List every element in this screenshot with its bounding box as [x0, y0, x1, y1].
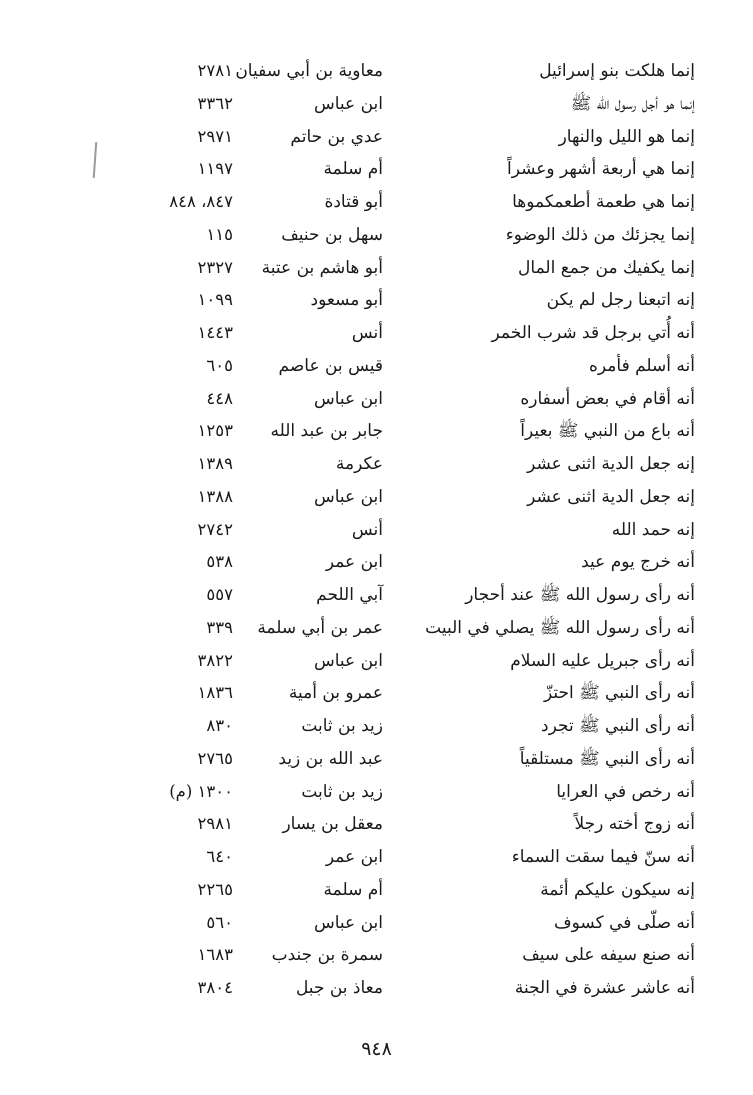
narrator-name: معاوية بن أبي سفيان	[235, 61, 383, 81]
narrator-name: عكرمة	[335, 454, 383, 474]
hadith-number: ١٣٠٠ (م)	[169, 781, 233, 801]
hadith-opening-text: إنما يكفيك من جمع المال	[518, 257, 695, 278]
narrator-name: عبد الله بن زيد	[278, 748, 383, 769]
narrator-name: أنس	[351, 519, 383, 540]
narrator-name: ابن عمر	[325, 552, 383, 573]
narrator-name: أبو قتادة	[324, 192, 383, 212]
narrator-name: ابن عمر	[325, 847, 383, 867]
hadith-opening-text: أنه رأى رسول الله ﷺ عند أحجار	[465, 585, 695, 605]
narrator-name: سهل بن حنيف	[281, 224, 383, 245]
hadith-number: ٢٩٨١	[197, 814, 233, 834]
narrator-name: زيد بن ثابت	[301, 781, 383, 802]
hadith-number: ٢٩٧١	[197, 126, 233, 146]
hadith-number: ١٣٨٨	[197, 486, 233, 506]
narrator-name: ابن عباس	[313, 650, 383, 671]
hadith-opening-text: أنه أقام في بعض أسفاره	[520, 388, 695, 409]
hadith-number: ١١٥	[206, 224, 233, 244]
index-row	[0, 841, 753, 874]
narrator-name: أبو هاشم بن عتبة	[261, 257, 383, 278]
narrator-name: أم سلمة	[323, 159, 383, 180]
narrator-name: أم سلمة	[323, 879, 383, 900]
index-row	[0, 284, 753, 317]
hadith-number: ٢٧٤٢	[197, 519, 233, 539]
hadith-number: ٣٣٦٢	[197, 93, 233, 113]
hadith-opening-text: أنه صلّى في كسوف	[554, 912, 695, 933]
hadith-number: ١٦٨٣	[197, 945, 233, 965]
index-row	[0, 710, 753, 743]
index-row	[0, 907, 753, 940]
index-row	[0, 121, 753, 154]
hadith-number: ٦٤٠	[206, 847, 233, 866]
index-row	[0, 55, 753, 88]
hadith-opening-text: إنما هو الليل والنهار	[558, 126, 695, 147]
hadith-number: ٨٤٧، ٨٤٨	[169, 192, 233, 211]
narrator-name: أبو مسعود	[310, 290, 383, 311]
narrator-name: ابن عباس	[313, 486, 383, 507]
hadith-number: ٥٣٨	[206, 552, 233, 572]
index-row	[0, 350, 753, 383]
index-row	[0, 88, 753, 121]
narrator-name: ابن عباس	[313, 388, 383, 409]
index-row	[0, 972, 753, 1005]
index-row	[0, 219, 753, 252]
hadith-number: ٣٣٩	[206, 617, 233, 637]
hadith-opening-text: أنه صنع سيفه على سيف	[522, 945, 695, 966]
index-row	[0, 579, 753, 612]
hadith-opening-text: إنما هلكت بنو إسرائيل	[539, 61, 695, 81]
hadith-opening-text: أنه رأى رسول الله ﷺ يصلي في البيت	[425, 617, 695, 638]
hadith-number: ٢٧٨١	[197, 61, 233, 80]
index-row	[0, 874, 753, 907]
index-row	[0, 252, 753, 285]
index-row	[0, 383, 753, 416]
narrator-name: أنس	[351, 323, 383, 343]
index-row	[0, 415, 753, 448]
hadith-number: ٥٥٧	[206, 585, 233, 604]
narrator-name: عمر بن أبي سلمة	[257, 617, 383, 638]
narrator-name: سمرة بن جندب	[271, 945, 383, 966]
index-row	[0, 612, 753, 645]
hadith-opening-text: إنه جعل الدية اثنى عشر	[527, 486, 695, 507]
index-row	[0, 153, 753, 186]
hadith-opening-text: أنه رأى النبي ﷺ تجرد	[541, 716, 695, 736]
hadith-opening-text: أنه رأى النبي ﷺ مستلقياً	[519, 748, 695, 769]
narrator-name: آبي اللحم	[316, 585, 383, 605]
narrator-name: زيد بن ثابت	[301, 716, 383, 736]
index-row	[0, 481, 753, 514]
index-row	[0, 776, 753, 809]
hadith-number: ٦٠٥	[206, 355, 233, 375]
hadith-opening-text: إنه حمد الله	[611, 519, 695, 540]
hadith-number: ٢٣٢٧	[197, 257, 233, 277]
narrator-name: عمرو بن أمية	[288, 683, 383, 704]
narrator-name: ابن عباس	[313, 912, 383, 933]
hadith-opening-text: أنه عاشر عشرة في الجنة	[514, 978, 695, 998]
hadith-number: ٤٤٨	[206, 388, 233, 408]
index-row	[0, 317, 753, 350]
narrator-name: جابر بن عبد الله	[270, 421, 383, 442]
hadith-number: ٥٦٠	[206, 912, 233, 932]
narrator-name: قيس بن عاصم	[278, 355, 383, 376]
index-row	[0, 546, 753, 579]
hadith-number: ١٠٩٩	[197, 290, 233, 310]
hadith-number: ١٨٣٦	[197, 683, 233, 703]
hadith-index-list	[0, 55, 753, 1005]
index-row	[0, 808, 753, 841]
hadith-number: ٨٣٠	[206, 716, 233, 735]
hadith-number: ٢٢٦٥	[197, 879, 233, 899]
hadith-opening-text: أنه خرج يوم عيد	[581, 552, 695, 573]
narrator-name: عدي بن حاتم	[290, 126, 383, 147]
hadith-opening-text: إنما هي طعمة أطعمكموها	[512, 192, 695, 212]
index-row	[0, 645, 753, 678]
index-row	[0, 743, 753, 776]
hadith-number: ٣٨٠٤	[197, 978, 233, 997]
hadith-number: ١٤٤٣	[197, 323, 233, 342]
hadith-opening-text: أنه سنّ فيما سقت السماء	[511, 847, 695, 867]
index-row	[0, 448, 753, 481]
hadith-opening-text: إنما هو أجل رسول الله ﷺ	[570, 93, 695, 114]
narrator-name: معاذ بن جبل	[295, 978, 383, 998]
index-row	[0, 677, 753, 710]
narrator-name: معقل بن يسار	[282, 814, 383, 835]
hadith-opening-text: إنه جعل الدية اثنى عشر	[527, 454, 695, 474]
hadith-opening-text: إنه اتبعنا رجل لم يكن	[546, 290, 695, 311]
hadith-number: ٢٧٦٥	[197, 748, 233, 768]
hadith-opening-text: أنه رأى جبريل عليه السلام	[510, 650, 695, 671]
hadith-opening-text: أنه رخص في العرايا	[556, 781, 695, 802]
hadith-number: ١٣٨٩	[197, 454, 233, 473]
hadith-number: ٣٨٢٢	[197, 650, 233, 670]
hadith-opening-text: أنه أُتي برجل قد شرب الخمر	[491, 323, 695, 343]
hadith-opening-text: أنه زوج أخته رجلاً	[574, 814, 695, 835]
page-number: ٩٤٨	[361, 1038, 392, 1060]
hadith-number: ١١٩٧	[197, 159, 233, 179]
index-row	[0, 186, 753, 219]
hadith-opening-text: أنه باع من النبي ﷺ بعيراً	[520, 421, 695, 442]
hadith-opening-text: أنه أسلم فأمره	[589, 355, 695, 376]
hadith-opening-text: إنه سيكون عليكم أئمة	[540, 879, 695, 900]
narrator-name: ابن عباس	[313, 93, 383, 114]
hadith-number: ١٢٥٣	[197, 421, 233, 441]
index-row	[0, 514, 753, 547]
hadith-opening-text: أنه رأى النبي ﷺ احتزّ	[543, 683, 695, 704]
hadith-opening-text: إنما يجزئك من ذلك الوضوء	[505, 224, 695, 245]
index-row	[0, 939, 753, 972]
hadith-opening-text: إنما هي أربعة أشهر وعشراً	[507, 159, 695, 180]
